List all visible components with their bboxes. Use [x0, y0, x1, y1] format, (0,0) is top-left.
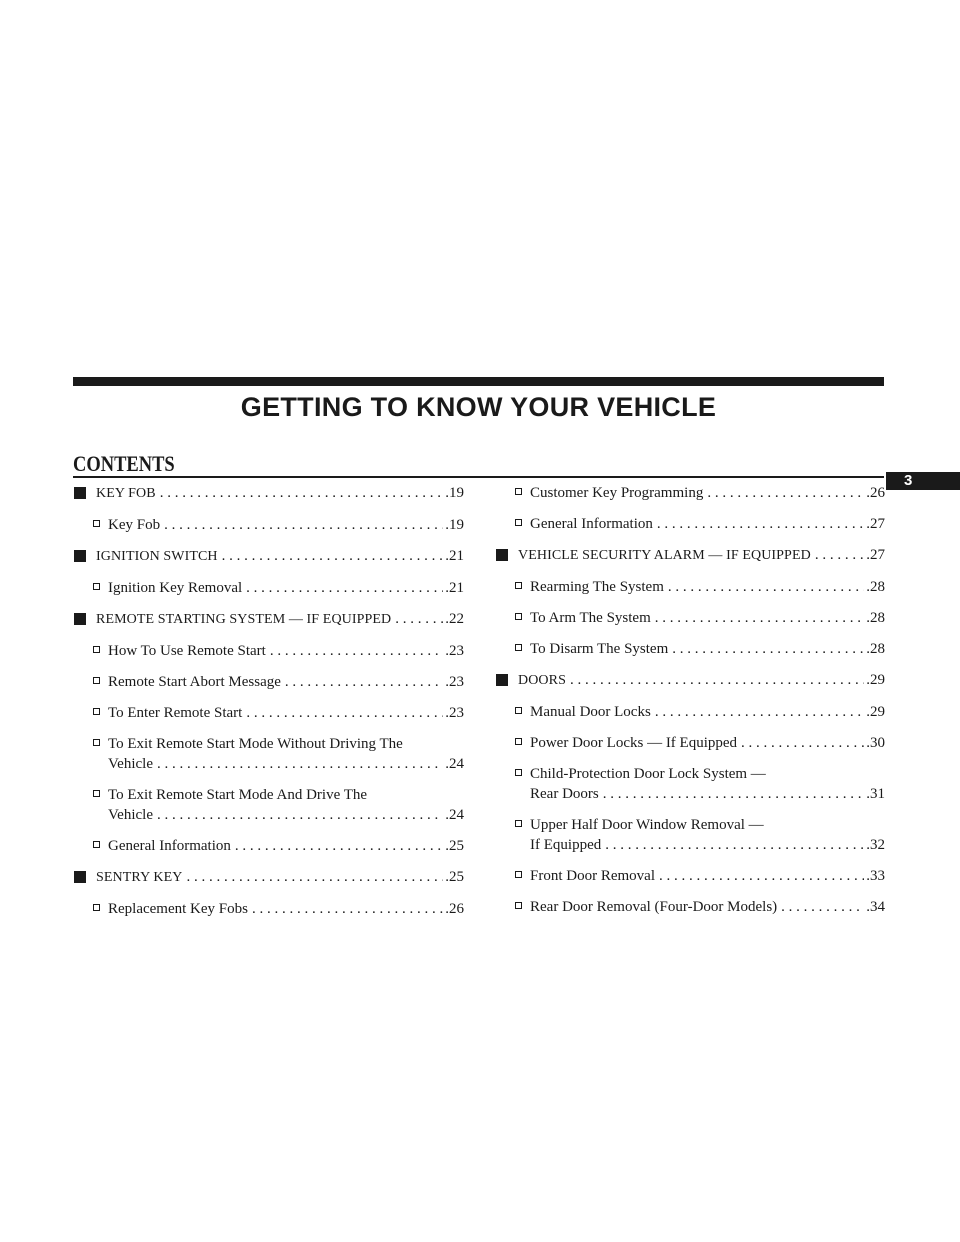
toc-entry-title: SENTRY KEY — [96, 870, 183, 885]
dot-leader — [781, 897, 864, 917]
toc-subsection-entry[interactable] — [496, 577, 885, 597]
hollow-square-bullet-icon — [515, 613, 522, 620]
hollow-square-bullet-icon — [515, 519, 522, 526]
hollow-square-bullet-icon — [515, 582, 522, 589]
toc-section-entry[interactable] — [496, 670, 885, 691]
toc-entry-title: IGNITION SWITCH — [96, 549, 218, 564]
toc-page-number: .25 — [445, 869, 464, 885]
hollow-square-bullet-icon — [515, 820, 522, 827]
toc-entry-title-line1: Child-Protection Door Lock System — — [530, 766, 766, 782]
toc-subsection-entry[interactable] — [496, 897, 885, 917]
toc-page-number: .24 — [445, 756, 464, 772]
toc-page-number: .21 — [445, 580, 464, 596]
toc-page-number: .28 — [866, 641, 885, 657]
hollow-square-bullet-icon — [515, 707, 522, 714]
toc-subsection-entry[interactable] — [74, 836, 464, 856]
hollow-square-bullet-icon — [515, 769, 522, 776]
toc-entry-title-line1: To Exit Remote Start Mode Without Driving The — [108, 736, 403, 752]
hollow-square-bullet-icon — [515, 644, 522, 651]
hollow-square-bullet-icon — [93, 904, 100, 911]
toc-entry-title: Replacement Key Fobs — [108, 901, 248, 917]
toc-entry-title: General Information — [108, 838, 231, 854]
chapter-tab-number: 3 — [904, 472, 913, 489]
dot-leader — [285, 672, 443, 692]
dot-leader — [603, 784, 865, 804]
hollow-square-bullet-icon — [93, 790, 100, 797]
header-rule — [73, 377, 884, 386]
toc-entry-title: Manual Door Locks — [530, 704, 651, 720]
toc-subsection-entry[interactable] — [74, 785, 464, 825]
toc-page-number: .26 — [445, 901, 464, 917]
toc-column-right — [496, 483, 885, 928]
contents-heading: CONTENTS — [73, 451, 175, 476]
toc-section-entry[interactable] — [74, 546, 464, 567]
toc-subsection-entry[interactable] — [496, 702, 885, 722]
dot-leader — [164, 515, 443, 535]
toc-entry-title: To Arm The System — [530, 610, 651, 626]
toc-entry-title: REMOTE STARTING SYSTEM — IF EQUIPPED — [96, 612, 392, 627]
toc-subsection-entry[interactable] — [496, 815, 885, 855]
dot-leader — [672, 639, 864, 659]
toc-entry-title: Rear Doors — [530, 786, 599, 802]
toc-entry-title: Ignition Key Removal — [108, 580, 243, 596]
toc-column-left — [74, 483, 464, 930]
dot-leader — [157, 805, 443, 825]
toc-entry-title-line1: Upper Half Door Window Removal — — [530, 817, 764, 833]
toc-entry-title: How To Use Remote Start — [108, 643, 266, 659]
dot-leader — [659, 866, 864, 886]
toc-subsection-entry[interactable] — [74, 703, 464, 723]
dot-leader — [222, 546, 444, 566]
dot-leader — [235, 836, 443, 856]
filled-square-bullet-icon — [74, 613, 86, 625]
toc-section-entry[interactable] — [74, 483, 464, 504]
filled-square-bullet-icon — [496, 549, 508, 561]
toc-page-number: .29 — [866, 672, 885, 688]
toc-page-number: .21 — [445, 548, 464, 564]
toc-page-number: .26 — [866, 485, 885, 501]
toc-page-number: .32 — [866, 837, 885, 853]
toc-entry-title: Remote Start Abort Message — [108, 674, 281, 690]
toc-entry-title: KEY FOB — [96, 486, 156, 501]
toc-subsection-entry[interactable] — [496, 608, 885, 628]
hollow-square-bullet-icon — [515, 488, 522, 495]
toc-page-number: .34 — [866, 899, 885, 915]
hollow-square-bullet-icon — [93, 739, 100, 746]
toc-page-number: .28 — [866, 610, 885, 626]
toc-entry-title: Rearming The System — [530, 579, 664, 595]
dot-leader — [741, 733, 864, 753]
dot-leader — [668, 577, 864, 597]
dot-leader — [815, 545, 864, 565]
dot-leader — [570, 670, 864, 690]
toc-subsection-entry[interactable] — [74, 641, 464, 661]
toc-subsection-entry[interactable] — [496, 483, 885, 503]
dot-leader — [246, 703, 443, 723]
dot-leader — [707, 483, 864, 503]
toc-page-number: .22 — [445, 611, 464, 627]
dot-leader — [655, 702, 864, 722]
toc-subsection-entry[interactable] — [74, 734, 464, 774]
hollow-square-bullet-icon — [93, 708, 100, 715]
toc-subsection-entry[interactable] — [74, 899, 464, 919]
filled-square-bullet-icon — [74, 871, 86, 883]
chapter-title: GETTING TO KNOW YOUR VEHICLE — [240, 392, 717, 422]
toc-subsection-entry[interactable] — [496, 514, 885, 534]
toc-subsection-entry[interactable] — [74, 578, 464, 598]
toc-page-number: .29 — [866, 704, 885, 720]
toc-page-number: .33 — [866, 868, 885, 884]
dot-leader — [157, 754, 443, 774]
dot-leader — [655, 608, 864, 628]
toc-entry-title: General Information — [530, 516, 653, 532]
toc-page-number: .27 — [866, 516, 885, 532]
toc-entry-title: Rear Door Removal (Four-Door Models) — [530, 899, 778, 915]
toc-page-number: .23 — [445, 705, 464, 721]
toc-page-number: .30 — [866, 735, 885, 751]
toc-page-number: .23 — [445, 643, 464, 659]
toc-page-number: .27 — [866, 547, 885, 563]
hollow-square-bullet-icon — [93, 583, 100, 590]
toc-entry-title: To Enter Remote Start — [108, 705, 243, 721]
hollow-square-bullet-icon — [93, 646, 100, 653]
dot-leader — [270, 641, 443, 661]
toc-entry-title: Key Fob — [108, 517, 161, 533]
toc-entry-title: Vehicle — [108, 756, 153, 772]
toc-subsection-entry[interactable] — [496, 639, 885, 659]
dot-leader — [186, 867, 443, 887]
toc-section-entry[interactable] — [74, 609, 464, 630]
toc-entry-title: DOORS — [518, 673, 566, 688]
toc-page-number: .19 — [445, 517, 464, 533]
hollow-square-bullet-icon — [93, 841, 100, 848]
chapter-tab — [886, 472, 960, 490]
toc-page-number: .28 — [866, 579, 885, 595]
toc-subsection-entry[interactable] — [496, 733, 885, 753]
dot-leader — [605, 835, 864, 855]
dot-leader — [395, 609, 443, 629]
toc-entry-title: Vehicle — [108, 807, 153, 823]
hollow-square-bullet-icon — [515, 738, 522, 745]
dot-leader — [246, 578, 443, 598]
toc-page-number: .25 — [445, 838, 464, 854]
toc-page-number: .19 — [445, 485, 464, 501]
toc-page-number: .24 — [445, 807, 464, 823]
hollow-square-bullet-icon — [93, 677, 100, 684]
toc-entry-title: To Disarm The System — [530, 641, 669, 657]
contents-rule — [73, 476, 884, 478]
toc-subsection-entry[interactable] — [74, 672, 464, 692]
toc-entry-title: Power Door Locks — If Equipped — [530, 735, 738, 751]
toc-subsection-entry[interactable] — [74, 515, 464, 535]
filled-square-bullet-icon — [496, 674, 508, 686]
toc-entry-title: If Equipped — [530, 837, 602, 853]
filled-square-bullet-icon — [74, 550, 86, 562]
toc-entry-title: VEHICLE SECURITY ALARM — IF EQUIPPED — [518, 548, 811, 563]
dot-leader — [657, 514, 864, 534]
toc-entry-title: Front Door Removal — [530, 868, 655, 884]
dot-leader — [160, 483, 444, 503]
toc-page-number: .31 — [866, 786, 885, 802]
toc-section-entry[interactable] — [496, 545, 885, 566]
filled-square-bullet-icon — [74, 487, 86, 499]
hollow-square-bullet-icon — [515, 871, 522, 878]
hollow-square-bullet-icon — [515, 902, 522, 909]
dot-leader — [252, 899, 443, 919]
toc-subsection-entry[interactable] — [496, 764, 885, 804]
hollow-square-bullet-icon — [93, 520, 100, 527]
toc-subsection-entry[interactable] — [496, 866, 885, 886]
toc-page-number: .23 — [445, 674, 464, 690]
toc-entry-title-line1: To Exit Remote Start Mode And Drive The — [108, 787, 368, 803]
toc-section-entry[interactable] — [74, 867, 464, 888]
toc-entry-title: Customer Key Programming — [530, 485, 704, 501]
